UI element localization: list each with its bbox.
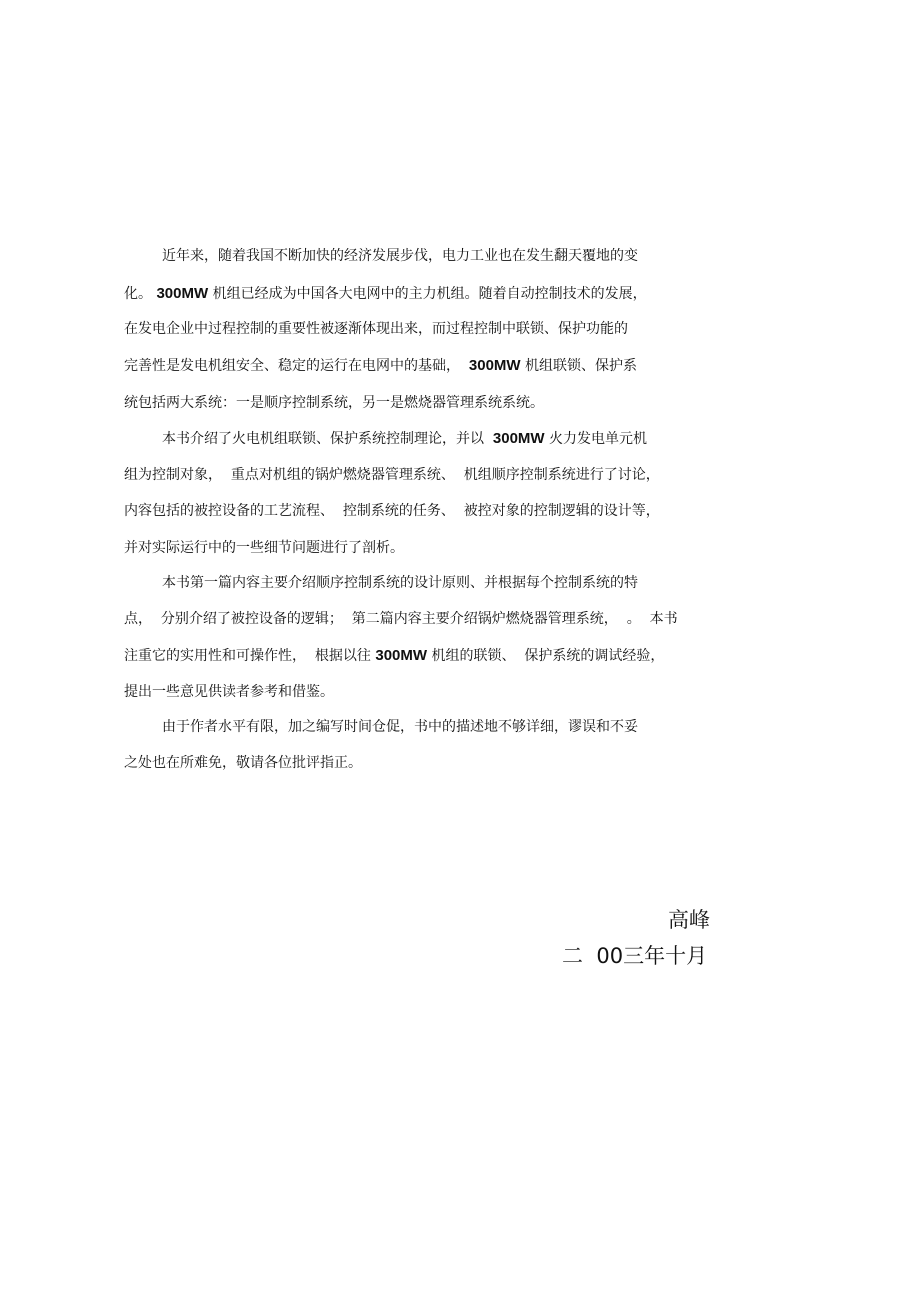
- text: 提出一些意见供读者参考和借鉴。: [124, 684, 334, 700]
- p1-line-1: [162, 245, 638, 267]
- p4-line-2: [124, 752, 362, 774]
- p2-line-2: [124, 464, 660, 486]
- p1-line-5: [124, 392, 544, 414]
- p3-line-4: [124, 681, 334, 703]
- p2-line-4: [124, 537, 404, 559]
- text: 机组的联锁、 保护系统的调试经验，: [431, 648, 665, 664]
- text: 点， 分别介绍了被控设备的逻辑； 第二篇内容主要介绍锅炉燃烧器管理系统， 。 本书: [124, 611, 678, 627]
- p1-line-2: [124, 283, 647, 305]
- text: 并对实际运行中的一些细节问题进行了剖析。: [124, 540, 404, 556]
- bold-term: 300MW: [156, 285, 209, 302]
- p2-line-3: [124, 500, 660, 522]
- p3-line-1: [162, 572, 638, 594]
- p2-line-1: [162, 428, 647, 450]
- text: 注重它的实用性和可操作性， 根据以往: [124, 648, 371, 664]
- author-name: 高峰: [668, 908, 710, 932]
- p1-line-3: [124, 318, 628, 340]
- p3-line-3: [124, 645, 664, 667]
- text: 机组联锁、保护系: [525, 358, 638, 374]
- text: 本书介绍了火电机组联锁、保护系统控制理论，并以: [162, 431, 484, 447]
- p1-line-4: [124, 355, 637, 377]
- text: 机组已经成为中国各大电网中的主力机组。随着自动控制技术的发展，: [212, 286, 647, 302]
- text: 内容包括的被控设备的工艺流程、 控制系统的任务、 被控对象的控制逻辑的设计等，: [124, 503, 660, 519]
- text: 化。: [124, 286, 152, 302]
- p4-line-1: [162, 716, 638, 738]
- text: 火力发电单元机: [549, 431, 648, 447]
- text: 完善性是发电机组安全、稳定的运行在电网中的基础，: [124, 358, 460, 374]
- text: 统包括两大系统：一是顺序控制系统，另一是燃烧器管理系统系统。: [124, 395, 544, 411]
- text: 组为控制对象， 重点对机组的锅炉燃烧器管理系统、 机组顺序控制系统进行了讨论，: [124, 467, 660, 483]
- text: 由于作者水平有限，加之编写时间仓促，书中的描述地不够详细，谬误和不妥: [162, 719, 638, 735]
- text: 之处也在所难免，敬请各位批评指正。: [124, 755, 362, 771]
- bold-term: 300MW: [375, 647, 428, 664]
- text: 本书第一篇内容主要介绍顺序控制系统的设计原则、并根据每个控制系统的特: [162, 575, 638, 591]
- bold-term: 300MW: [492, 430, 545, 447]
- signature-date: 二 00三年十月: [562, 944, 708, 968]
- bold-term: 300MW: [468, 357, 521, 374]
- text: 在发电企业中过程控制的重要性被逐渐体现出来，而过程控制中联锁、保护功能的: [124, 321, 628, 337]
- text: 近年来，随着我国不断加快的经济发展步伐，电力工业也在发生翻天覆地的变: [162, 248, 638, 264]
- p3-line-2: [124, 608, 678, 630]
